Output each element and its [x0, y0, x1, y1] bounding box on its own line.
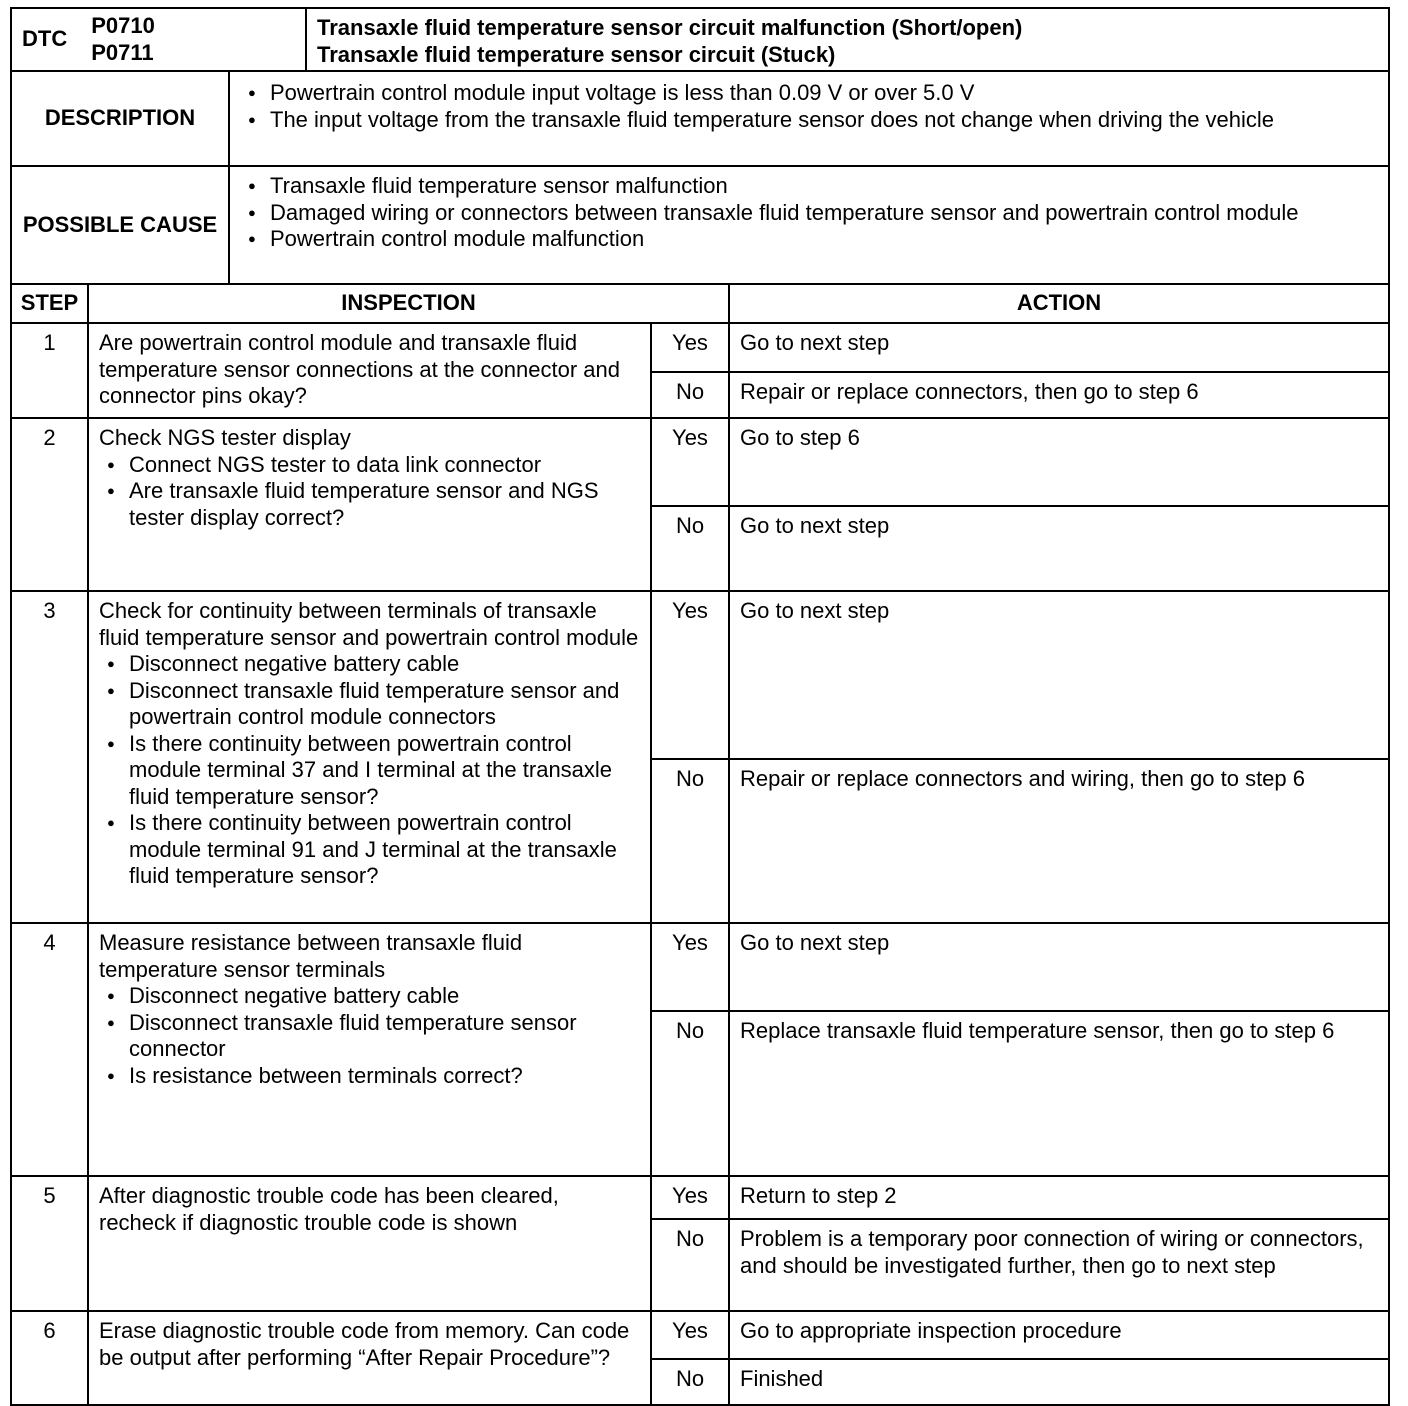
inspection-bullet: ● Is there continuity between powertrain control module terminal 37 and I terminal at the transaxle fluid temperature sensor? [99, 731, 640, 811]
step-number: 5 [12, 1177, 89, 1310]
inspection-cell [89, 924, 652, 1175]
dtc-code: P0710 [91, 13, 155, 38]
result-cell [652, 1312, 1388, 1404]
no-action: Go to next step [740, 513, 890, 538]
inspection-bullet: ● Are transaxle fluid temperature sensor and NGS tester display correct? [99, 478, 640, 531]
yes-action: Go to next step [740, 930, 890, 955]
inspection-text: After diagnostic trouble code has been cleared, recheck if diagnostic trouble code is shown [99, 1183, 559, 1235]
result-yes [652, 324, 1388, 371]
result-no [652, 371, 1388, 417]
no-label: No [652, 507, 730, 590]
result-no [652, 758, 1388, 922]
no-label: No [652, 1360, 730, 1404]
inspection-cell [89, 324, 652, 417]
step-number: 1 [12, 324, 89, 417]
possible-cause-item: ● Powertrain control module malfunction [240, 226, 1378, 253]
yes-action: Go to next step [740, 598, 890, 623]
result-no [652, 1358, 1388, 1404]
no-label: No [652, 373, 730, 417]
yes-label: Yes [652, 592, 730, 758]
step-number: 2 [12, 419, 89, 590]
yes-action: Return to step 2 [740, 1183, 897, 1208]
inspection-cell [89, 419, 652, 590]
dtc-table [10, 7, 1390, 1406]
no-label: No [652, 760, 730, 922]
inspection-cell [89, 592, 652, 922]
no-action: Repair or replace connectors, then go to step 6 [740, 379, 1199, 404]
possible-cause-row [12, 167, 1388, 285]
step-number: 6 [12, 1312, 89, 1404]
step-row [12, 1175, 1388, 1310]
result-no [652, 1010, 1388, 1175]
result-cell [652, 592, 1388, 922]
no-action: Problem is a temporary poor connection of wiring or connectors, and should be investigated further, then go to next step [740, 1226, 1364, 1278]
result-cell [652, 419, 1388, 590]
inspection-bullet: ● Is resistance between terminals correct? [99, 1063, 640, 1090]
steps-body [12, 324, 1388, 1404]
no-label: No [652, 1012, 730, 1175]
yes-label: Yes [652, 324, 730, 371]
result-no [652, 1218, 1388, 1310]
description-item: ● The input voltage from the transaxle fluid temperature sensor does not change when driving the vehicle [240, 107, 1378, 134]
possible-cause-label: POSSIBLE CAUSE [12, 167, 230, 283]
inspection-text: Erase diagnostic trouble code from memory. Can code be output after performing “After Repair Procedure”? [99, 1318, 630, 1370]
no-action: Repair or replace connectors and wiring, then go to step 6 [740, 766, 1305, 791]
step-row [12, 324, 1388, 417]
inspection-text: Check for continuity between terminals of transaxle fluid temperature sensor and powertrain control module [99, 598, 639, 650]
inspection-text: Measure resistance between transaxle fluid temperature sensor terminals [99, 930, 523, 982]
no-label: No [652, 1220, 730, 1310]
step-row [12, 922, 1388, 1175]
inspection-bullet: ● Connect NGS tester to data link connector [99, 452, 640, 479]
result-yes [652, 924, 1388, 1010]
inspection-bullet: ● Disconnect negative battery cable [99, 983, 640, 1010]
header-row [12, 9, 1388, 72]
inspection-bullet: ● Disconnect transaxle fluid temperature sensor and powertrain control module connectors [99, 678, 640, 731]
dtc-title: Transaxle fluid temperature sensor circuit (Stuck) [317, 41, 836, 67]
no-action: Finished [740, 1366, 824, 1391]
dtc-code: P0711 [91, 39, 154, 65]
step-number: 3 [12, 592, 89, 922]
inspection-bullets [99, 651, 640, 890]
column-header-row [12, 285, 1388, 324]
step-number: 4 [12, 924, 89, 1175]
inspection-bullet: ● Disconnect transaxle fluid temperature sensor connector [99, 1010, 640, 1063]
result-cell [652, 924, 1388, 1175]
description-item: ● Powertrain control module input voltage is less than 0.09 V or over 5.0 V [240, 80, 1378, 107]
yes-action: Go to step 6 [740, 425, 860, 450]
step-row [12, 1310, 1388, 1404]
dtc-title: Transaxle fluid temperature sensor circuit malfunction (Short/open) [317, 15, 1023, 40]
inspection-cell [89, 1312, 652, 1404]
result-yes [652, 419, 1388, 505]
yes-action: Go to next step [740, 330, 890, 355]
description-row [12, 72, 1388, 167]
result-cell [652, 324, 1388, 417]
inspection-text: Check NGS tester display [99, 425, 351, 450]
yes-action: Go to appropriate inspection procedure [740, 1318, 1122, 1343]
description-label: DESCRIPTION [12, 72, 230, 165]
possible-cause-item: ● Damaged wiring or connectors between transaxle fluid temperature sensor and powertrain control module [240, 200, 1378, 227]
result-no [652, 505, 1388, 590]
result-cell [652, 1177, 1388, 1310]
yes-label: Yes [652, 1312, 730, 1358]
step-row [12, 590, 1388, 922]
dtc-label: DTC [22, 26, 68, 52]
no-action: Replace transaxle fluid temperature sensor, then go to step 6 [740, 1018, 1335, 1043]
yes-label: Yes [652, 419, 730, 505]
inspection-bullets [99, 452, 640, 532]
step-row [12, 417, 1388, 590]
inspection-text: Are powertrain control module and transaxle fluid temperature sensor connections at the connector and connector pins okay? [99, 330, 620, 408]
inspection-bullet: ● Is there continuity between powertrain control module terminal 91 and J terminal at the transaxle fluid temperature sensor? [99, 810, 640, 890]
col-inspection: INSPECTION [89, 285, 730, 322]
result-yes [652, 1312, 1388, 1358]
yes-label: Yes [652, 924, 730, 1010]
inspection-bullet: ● Disconnect negative battery cable [99, 651, 640, 678]
result-yes [652, 1177, 1388, 1218]
inspection-bullets [99, 983, 640, 1089]
col-step: STEP [12, 285, 89, 322]
possible-cause-item: ● Transaxle fluid temperature sensor malfunction [240, 173, 1378, 200]
yes-label: Yes [652, 1177, 730, 1218]
inspection-cell [89, 1177, 652, 1310]
col-action: ACTION [1016, 290, 1102, 316]
result-yes [652, 592, 1388, 758]
